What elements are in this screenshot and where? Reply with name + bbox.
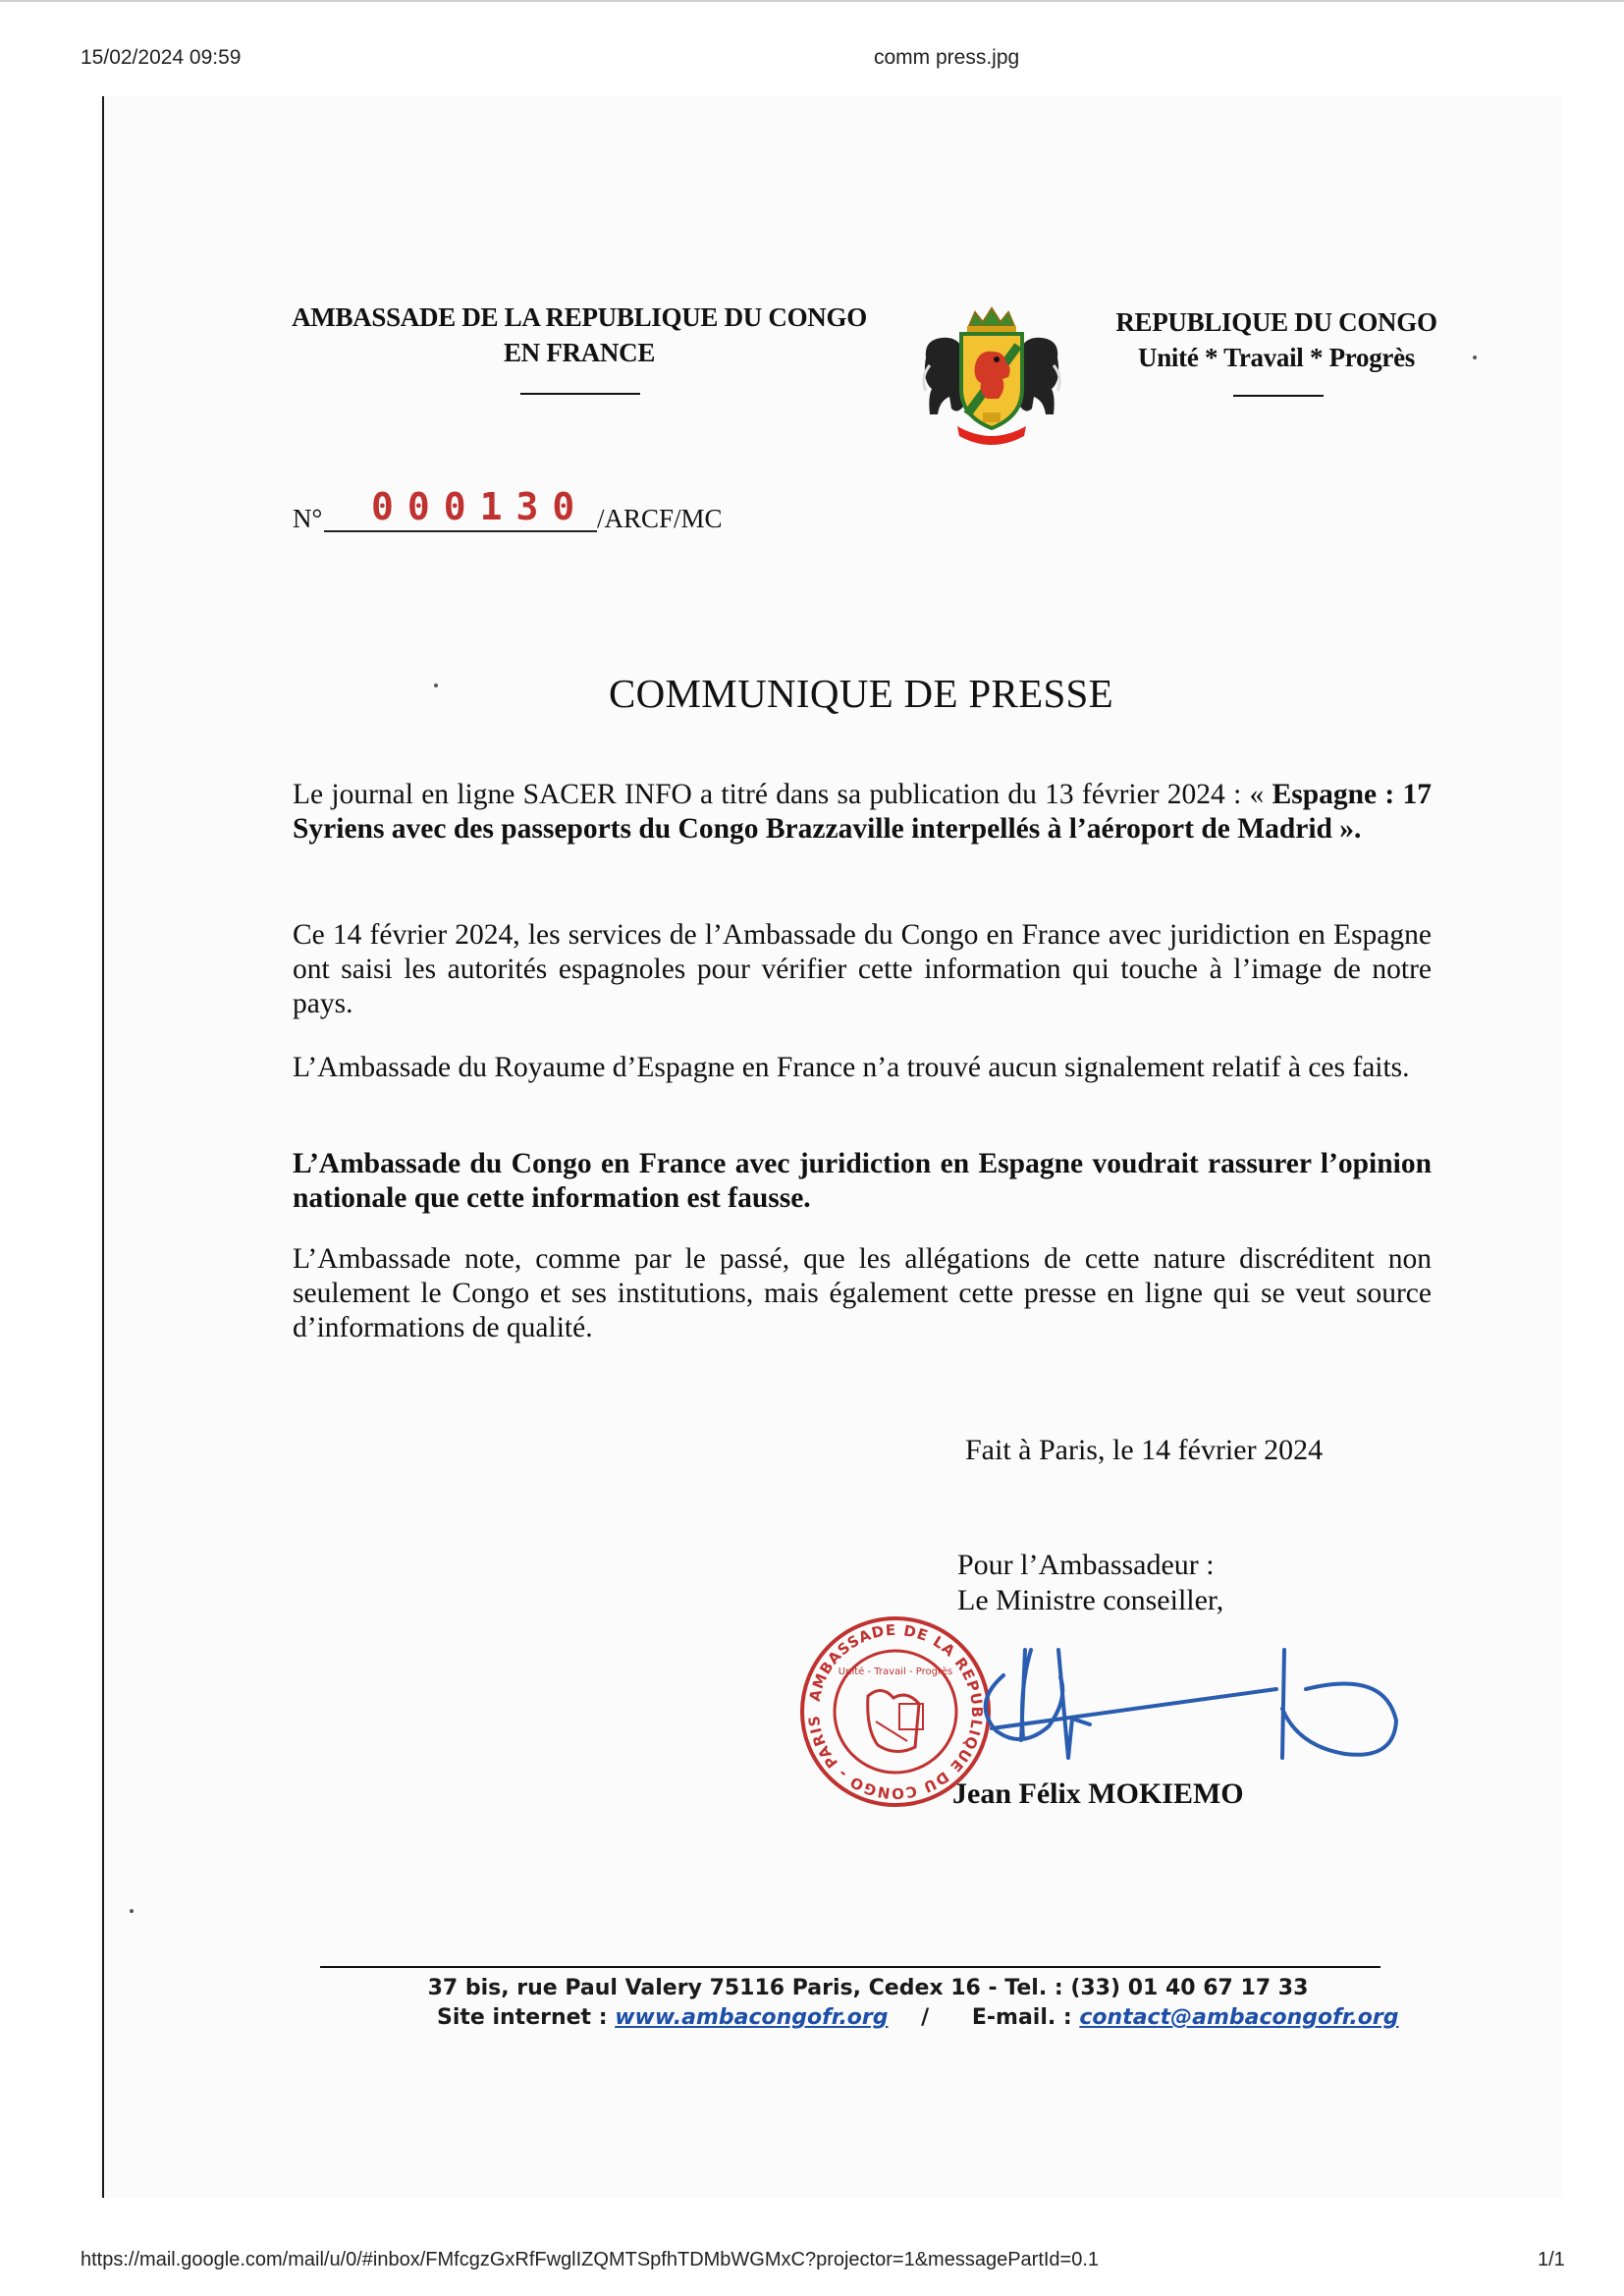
- for-ambassador: Pour l’Ambassadeur :: [957, 1549, 1215, 1581]
- republic-motto: Unité * Travail * Progrès: [1138, 343, 1415, 372]
- print-url: https://mail.google.com/mail/u/0/#inbox/FMfcgzGxRfFwglIZQMTSpfhTDMbWGMxC?projector=1&messagePartId=0.1: [81, 2249, 1100, 2270]
- reference-suffix: /ARCF/MC: [597, 504, 723, 533]
- scan-speck: [130, 1909, 134, 1913]
- page-title: COMMUNIQUE DE PRESSE: [609, 671, 1113, 716]
- scan-speck: [1473, 355, 1477, 359]
- letterhead-right-rule: [1233, 395, 1324, 397]
- congo-coat-of-arms-icon: [918, 306, 1065, 446]
- paragraph-3: L’Ambassade du Royaume d’Espagne en France n’a trouvé aucun signalement relatif à ces faits.: [293, 1052, 1410, 1083]
- signature-block: [957, 1548, 1223, 1618]
- handwritten-signature: [952, 1630, 1404, 1768]
- scan-speck: [434, 683, 438, 687]
- letterhead-right: [1110, 304, 1443, 375]
- print-page-number: 1/1: [1538, 2249, 1565, 2270]
- page-edge: [102, 96, 104, 2198]
- place-and-date: Fait à Paris, le 14 février 2024: [965, 1434, 1324, 1466]
- email-label: E-mail. :: [971, 2005, 1080, 2030]
- paragraph-2: Ce 14 février 2024, les services de l’Ambassade du Congo en France avec juridiction en Espagne ont saisi les autorités espagnoles pour vérifier cette information qui touche à l’image de notre pays.: [293, 919, 1432, 1019]
- print-filename: comm press.jpg: [874, 46, 1020, 69]
- signer-name: Jean Félix MOKIEMO: [952, 1777, 1244, 1810]
- signer-role: Le Ministre conseiller,: [957, 1584, 1224, 1616]
- email-link[interactable]: contact@ambacongofr.org: [1079, 2005, 1399, 2030]
- site-link[interactable]: www.ambacongofr.org: [615, 2005, 889, 2030]
- stamp-ring-text: AMBASSADE DE LA REPUBLIQUE DU CONGO - PARIS: [804, 1620, 987, 1803]
- paragraph-4: L’Ambassade du Congo en France avec juridiction en Espagne voudrait rassurer l’opinion nationale que cette information est fausse.: [293, 1148, 1432, 1214]
- stamp-motto: Unité - Travail - Progrès: [838, 1667, 953, 1677]
- paragraph-1: [293, 778, 1432, 847]
- top-rule: [0, 0, 1624, 2]
- letterhead-left-rule: [520, 393, 640, 395]
- embassy-country: EN FRANCE: [503, 338, 656, 367]
- republic-name: REPUBLIQUE DU CONGO: [1115, 307, 1437, 337]
- reference-number-stamp: 000130: [371, 485, 589, 528]
- footer-rule: [320, 1966, 1380, 1968]
- paragraph-5: L’Ambassade note, comme par le passé, que les allégations de cette nature discréditent non seulement le Congo et ses institutions, mais également cette presse en ligne qui se veut source d’informations de qualité.: [293, 1243, 1432, 1343]
- reference-prefix: N°: [293, 504, 323, 533]
- reference-underline: [324, 530, 597, 532]
- letterhead-left: [285, 300, 874, 370]
- print-datetime: 15/02/2024 09:59: [81, 46, 242, 69]
- footer-links: [437, 2005, 1399, 2030]
- link-separator: /: [921, 2005, 930, 2030]
- paragraph-1-intro: Le journal en ligne SACER INFO a titré dans sa publication du 13 février 2024 : «: [293, 779, 1272, 810]
- paragraph-1-headline: Espagne : 17 Syriens avec des passeports du Congo Brazzaville interpellés à l’aéroport de Madrid ».: [293, 779, 1432, 845]
- site-label: Site internet :: [437, 2005, 616, 2030]
- embassy-name: AMBASSADE DE LA REPUBLIQUE DU CONGO: [292, 302, 867, 332]
- footer-address: 37 bis, rue Paul Valery 75116 Paris, Cedex 16 - Tel. : (33) 01 40 67 17 33: [427, 1976, 1309, 2000]
